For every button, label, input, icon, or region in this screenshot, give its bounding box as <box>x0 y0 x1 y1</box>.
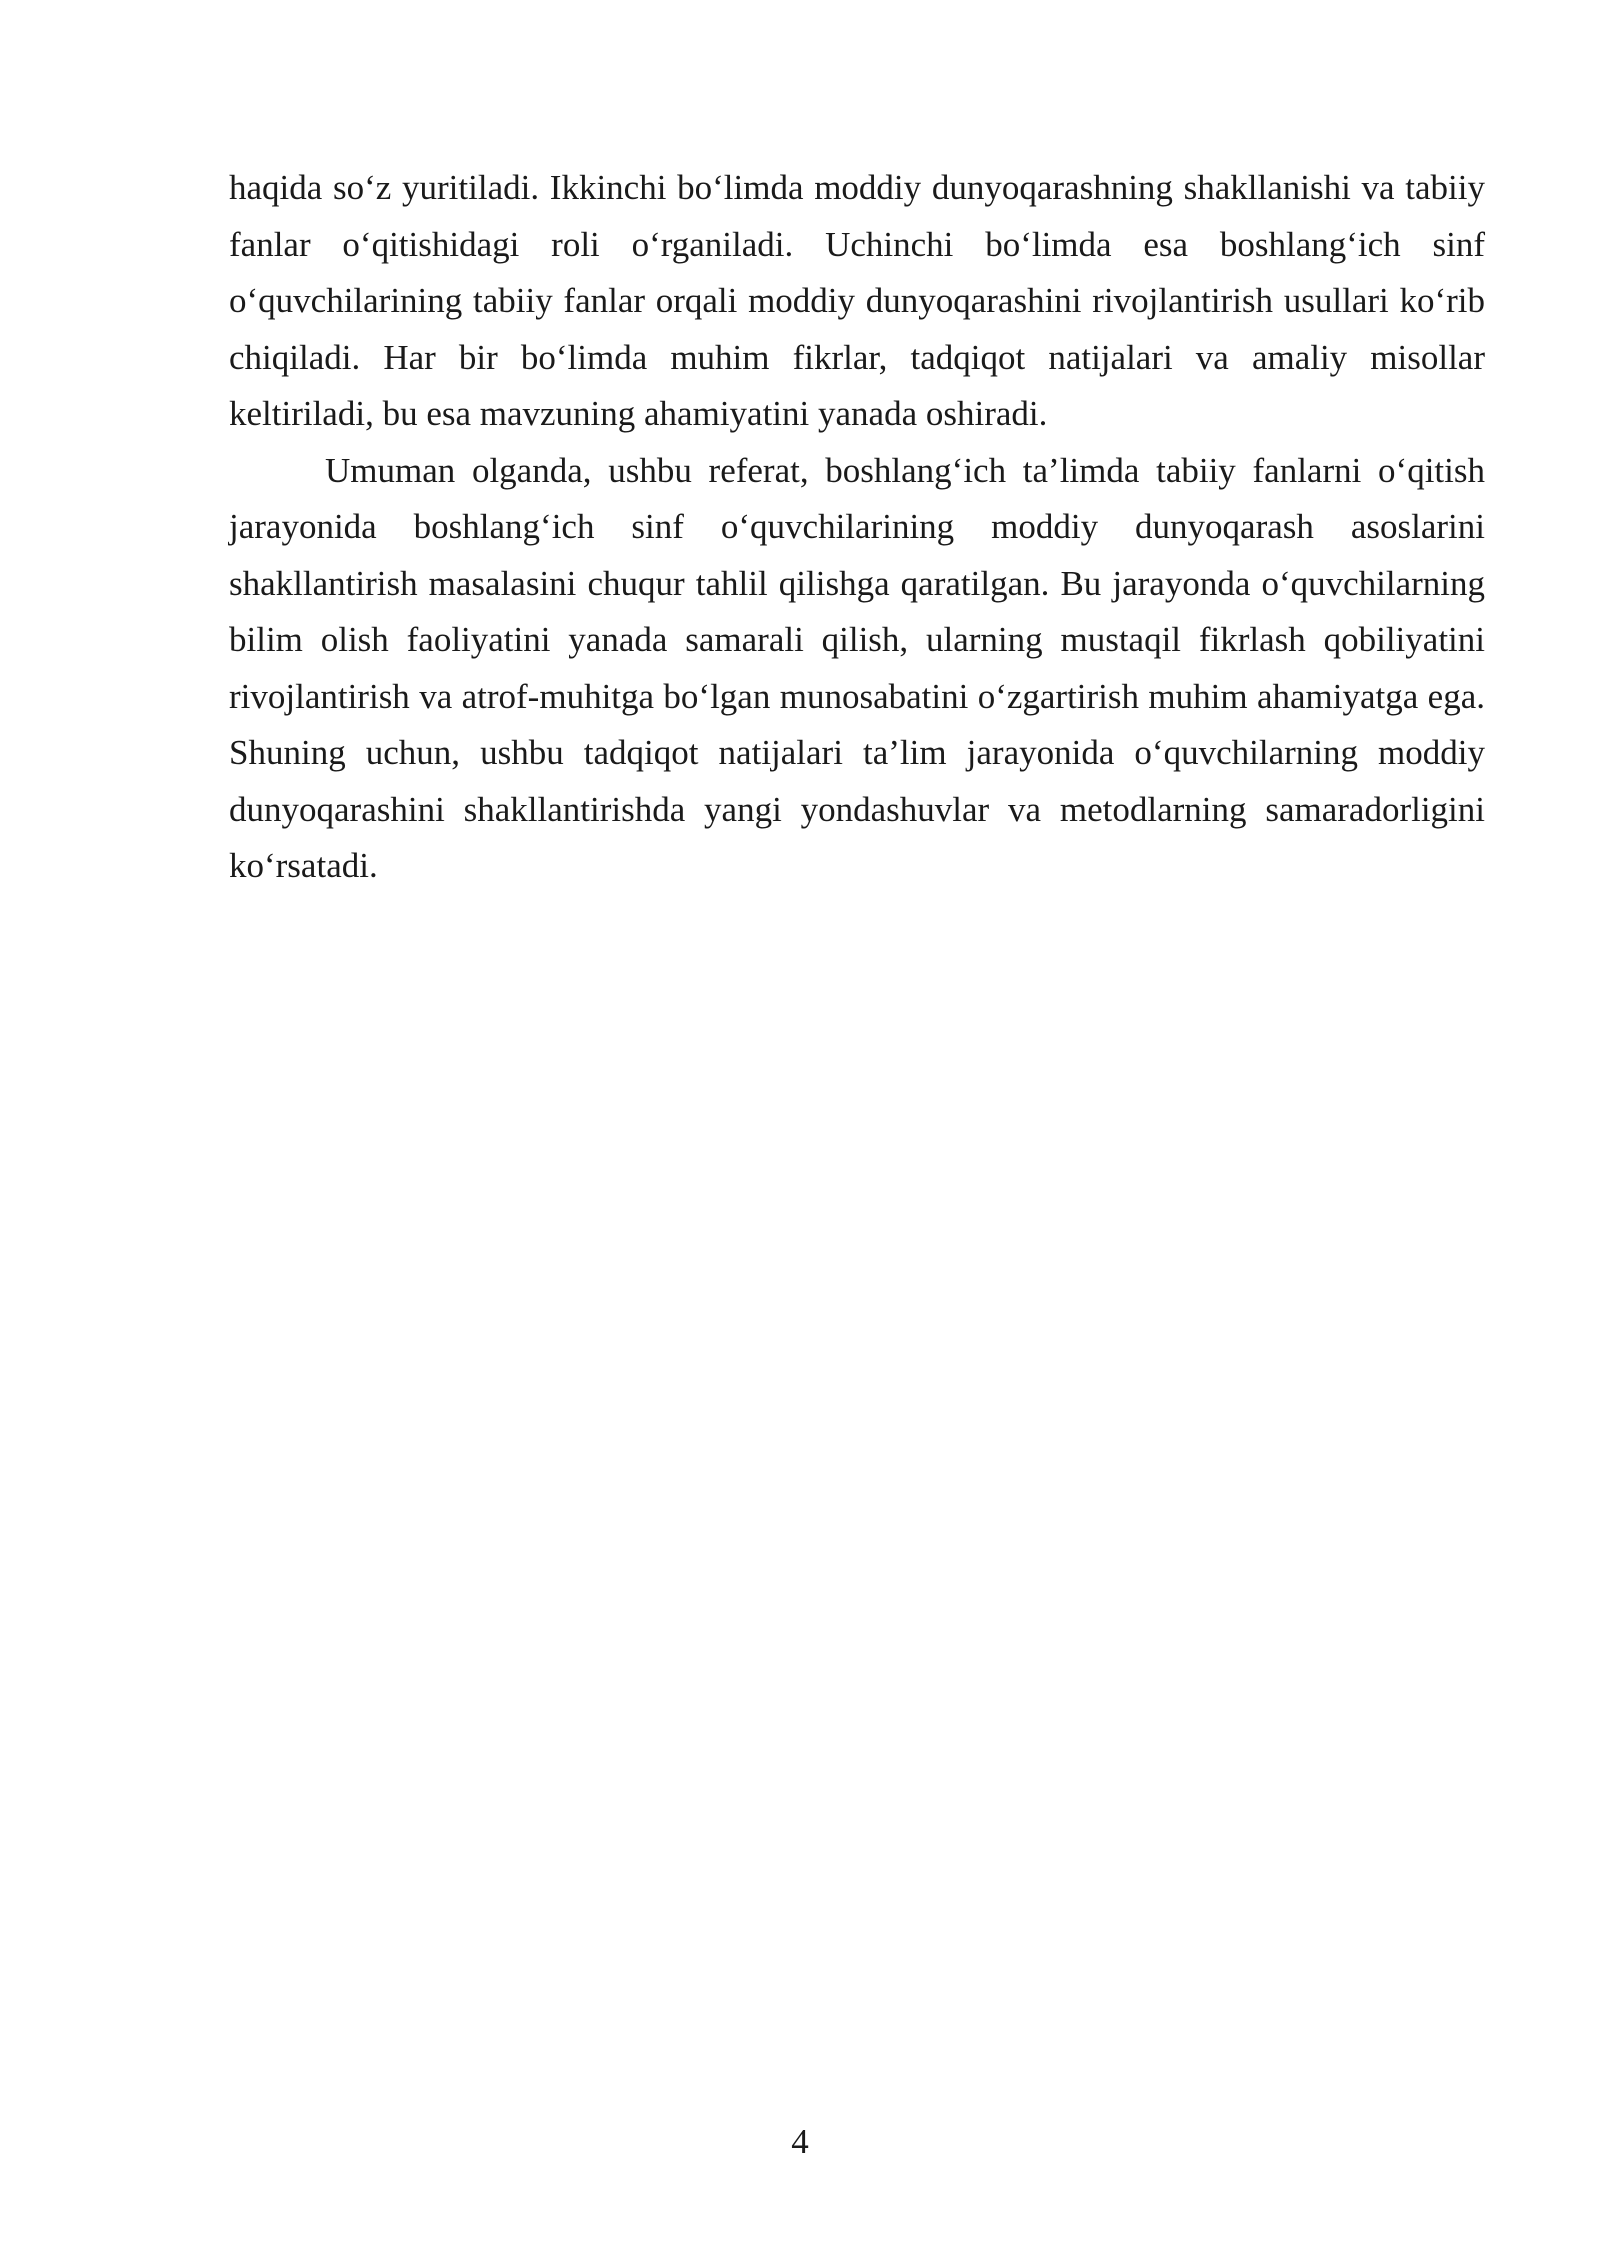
paragraph-continuation: haqida so‘z yuritiladi. Ikkinchi bo‘limda moddiy dunyoqarashning shakllanishi va tabiiy fanlar o‘qitishidagi roli o‘rganiladi. Uchinchi bo‘limda esa boshlang‘ich sinf o‘quvchilarining tabiiy fanlar orqali moddiy dunyoqarashini rivojlantirish usullari ko‘rib chiqiladi. Har bir bo‘limda muhim fikrlar, tadqiqot natijalari va amaliy misollar keltiriladi, bu esa mavzuning ahamiyatini yanada oshiradi. <box>229 168 1485 433</box>
page-number: 4 <box>791 2122 809 2161</box>
paragraph-summary: Umuman olganda, ushbu referat, boshlang‘ich ta’limda tabiiy fanlarni o‘qitish jarayonida boshlang‘ich sinf o‘quvchilarining moddiy dunyoqarash asoslarini shakllantirish masalasini chuqur tahlil qilishga qaratilgan. Bu jarayonda o‘quvchilarning bilim olish faoliyatini yanada samarali qilish, ularning mustaqil fikrlash qobiliyatini rivojlantirish va atrof-muhitga bo‘lgan munosabatini o‘zgartirish muhim ahamiyatga ega. Shuning uchun, ushbu tadqiqot natijalari ta’lim jarayonida o‘quvchilarning moddiy dunyoqarashini shakllantirishda yangi yondashuvlar va metodlarning samaradorligini ko‘rsatadi. <box>229 450 1485 885</box>
body-text <box>229 160 1485 895</box>
